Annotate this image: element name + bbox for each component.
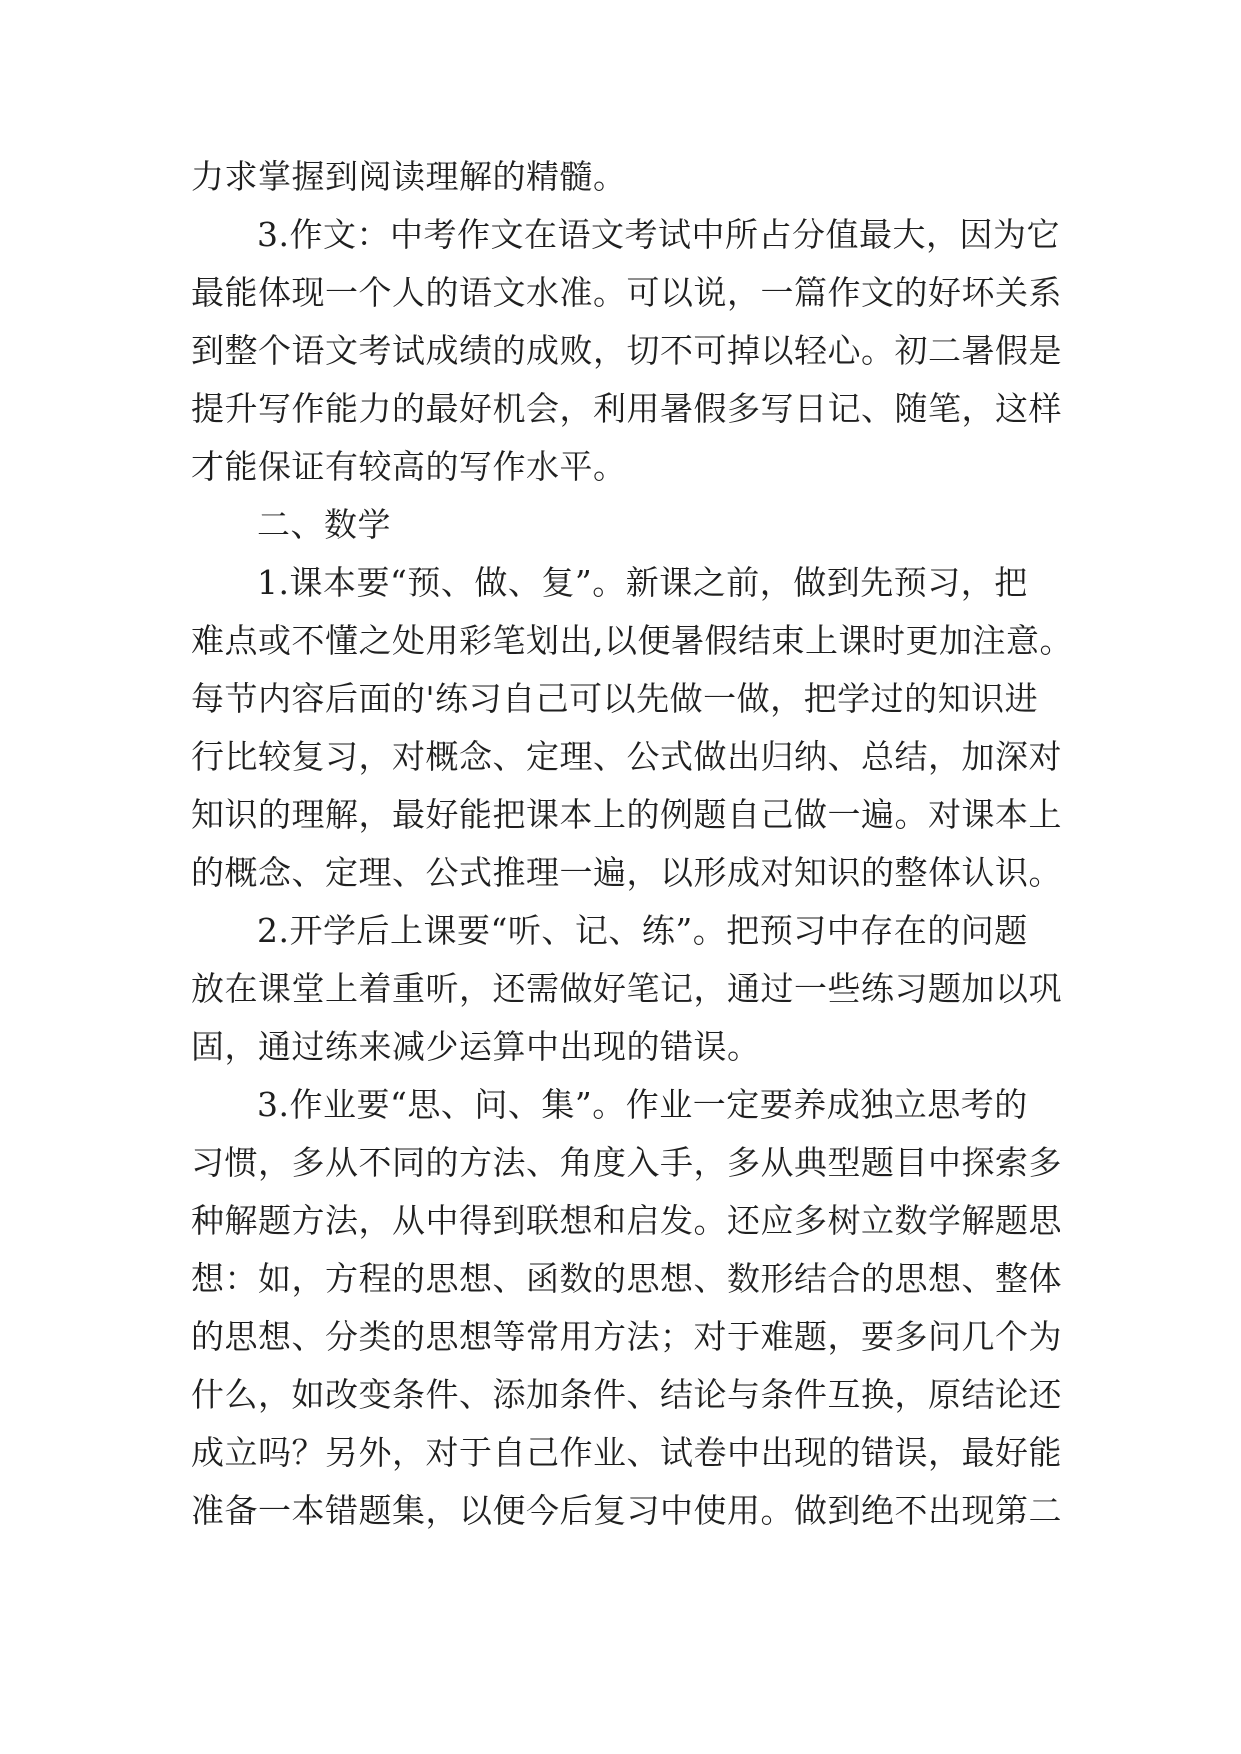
text-line: 难点或不懂之处用彩笔划出,以便暑假结束上课时更加注意。 [191,621,1073,660]
text-line: 行比较复习，对概念、定理、公式做出归纳、总结，加深对 [191,737,1062,776]
paragraph-first-line: 1.课本要“预、做、复”。新课之前，做到先预习，把 [257,563,1028,602]
text-line: 的概念、定理、公式推理一遍，以形成对知识的整体认识。 [191,853,1062,892]
paragraph-first-line: 二、数学 [257,505,391,544]
text-line: 每节内容后面的'练习自己可以先做一做，把学过的知识进 [191,679,1039,718]
paragraph-first-line: 3.作业要“思、问、集”。作业一定要养成独立思考的 [257,1085,1028,1124]
text-line: 成立吗？另外，对于自己作业、试卷中出现的错误，最好能 [191,1433,1062,1472]
text-line: 准备一本错题集，以便今后复习中使用。做到绝不出现第二 [191,1491,1062,1530]
text-line: 力求掌握到阅读理解的精髓。 [191,157,627,196]
text-line: 固，通过练来减少运算中出现的错误。 [191,1027,761,1066]
text-line: 到整个语文考试成绩的成败，切不可掉以轻心。初二暑假是 [191,331,1062,370]
text-line: 的思想、分类的思想等常用方法；对于难题，要多问几个为 [191,1317,1062,1356]
paragraph-first-line: 2.开学后上课要“听、记、练”。把预习中存在的问题 [257,911,1028,950]
text-line: 想：如，方程的思想、函数的思想、数形结合的思想、整体 [191,1259,1062,1298]
text-line: 放在课堂上着重听，还需做好笔记，通过一些练习题加以巩 [191,969,1062,1008]
paragraph-first-line: 3.作文：中考作文在语文考试中所占分值最大，因为它 [257,215,1060,254]
text-line: 最能体现一个人的语文水准。可以说，一篇作文的好坏关系 [191,273,1062,312]
text-line: 知识的理解，最好能把课本上的例题自己做一遍。对课本上 [191,795,1062,834]
text-line: 提升写作能力的最好机会，利用暑假多写日记、随笔，这样 [191,389,1062,428]
text-line: 才能保证有较高的写作水平。 [191,447,627,486]
text-line: 习惯，多从不同的方法、角度入手，多从典型题目中探索多 [191,1143,1062,1182]
text-line: 什么，如改变条件、添加条件、结论与条件互换，原结论还 [191,1375,1062,1414]
text-line: 种解题方法，从中得到联想和启发。还应多树立数学解题思 [191,1201,1062,1240]
document-body [191,148,1073,1540]
